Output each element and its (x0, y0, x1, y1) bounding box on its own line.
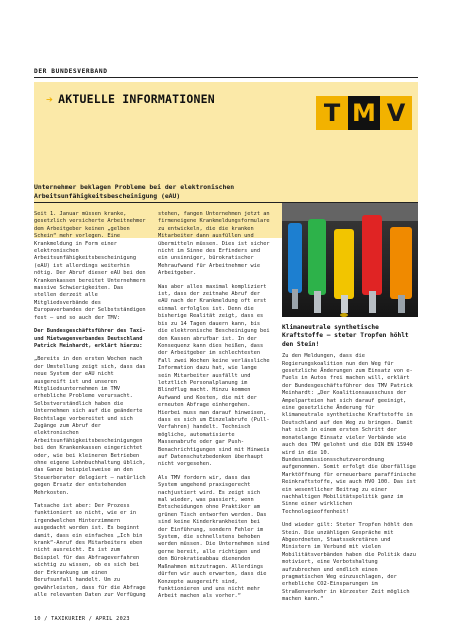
article-title: Unternehmer beklagen Probleme bei der elektronischen Arbeitsunfähigkeitsbescheinigung (eAU) (34, 183, 235, 200)
article-subheading: Der Bundesgeschäftsführer des Taxi- und Mietwagenverbandes Deutschland Patrick Meinhardt, erklärt hierzu: (34, 328, 146, 349)
tmv-logo (316, 96, 412, 130)
sidebar-paragraph: Zu den Meldungen, dass die Regierungskoalition nun den Weg für gesetzliche Änderungen zum Einsatz von e-Fuels in Autos frei machen will, erklärt der Bundesgeschäftsführer des TMV Patrick Meinhardt: „Der Koalitionsausschuss der Ampelparteien hat sich darauf geeinigt, eine gesetzliche Änderung für klimaneutrale synthetische Kraftstoffe in Deutschland auf den Weg zu bringen. Damit hat sich in einem ersten Schritt der monatelange Einsatz vieler Verbände wie auch des TMV gelohnt und die DIN EN 15940 wird in die 10. Bundesimmissionsschutzverordnung aufgenommen. Somit erfolgt die überfällige Marktöffnung für erneuerbare paraffinische Reinkraftstoffe, wie auch HVO 100. Das ist ein wesentlicher Beitrag zu einer nachhaltigen Mobilitätspolitik ganz im Sinne einer wirklichen Technologieoffenheit! (282, 353, 416, 515)
section-label: DER BUNDESVERBAND (34, 68, 108, 75)
article-paragraph: Was aber alles maximal kompliziert ist, dass der zeitnahe Abruf der eAU nach der Krankmeldung oft erst einmal erfolglos ist. Denn die bisherige Realität zeigt, dass es bis zu 14 Tagen dauern kann, bis die elektronische Bescheinigung bei den Kassen abrufbar ist. In der Konsequenz kann dies heißen, dass der Arbeitgeber im schlechtesten Fall zwei Wochen keine verlässliche Information dazu hat, wie lange sein Mitarbeiter ausfällt und letztlich Personalplanung im Blindflug macht. Hinzu kommen Aufwand und Kosten, die mit der erneuten Abfrage einhergehen. Hierbei muss man darauf hinweisen, dass es sich um Einzelabrufe (Pull-Verfahren) handelt. Technisch mögliche, automatisierte Massenabrufe oder gar Push-Benachrichtigungen sind mit Hinweis auf Datenschutzbedenken überhaupt nicht vorgesehen. (158, 283, 270, 468)
article-paragraph: stehen, fangen Unternehmen jetzt an firmeneigene Krankmeldungsformulare zu entwickeln, die die kranken Mitarbeiter dann ausfüllen und übermitteln müssen. Dies ist sicher nicht im Sinne des Erfinders und ein unsinniger, bürokratischer Mehraufwand für Arbeitnehmer wie Arbeitgeber. (158, 211, 270, 277)
article-paragraph: Tatsache ist aber: Der Prozess funktioniert so nicht, wie er in irgendwelchen Hinterzimmern ausgedacht worden ist. Es beginnt damit, dass ein einfaches „Ich bin krank“-Anruf des Mitarbeiters eben nicht ausreicht. Es ist zum Beispiel für das Abfrageverfahren wichtig zu wissen, ob es sich bei der Erkrankung um einen Berufsunfall handelt. Um zu gewährleisten, dass für die Abfrage alle relevanten Daten zur Verfügung (34, 503, 146, 598)
fuel-nozzles-illustration (282, 203, 418, 317)
article-column-1 (34, 211, 148, 605)
sidebar-article (282, 324, 418, 610)
nozzle-green (308, 219, 326, 295)
article-paragraph: „Bereits in den ersten Wochen nach der Umstellung zeigt sich, dass das neue System der eAU nicht ausgereift ist und unseren Mitgliedsunternehmen im TMV erhebliche Probleme verursacht. Selbstverständlich haben die Unternehmen sich auf die geänderte Rechtslage vorbereitet und sich Zugänge zum Abruf der elektronischen Arbeitsunfähigkeitsbescheinigungen bei den Krankenkassen eingerichtet oder, wie bei kleineren Betrieben ohne eigene Lohnbuchhaltung üblich, das Ganze beispielsweise an den Steuerberater delegiert – natürlich gegen Ersatz der entstehenden Mehrkosten. (34, 356, 146, 496)
article-paragraph: Als TMV fordern wir, dass das System umgehend praxisgerecht nachjustiert wird. Es zeigt sich mal wieder, was passiert, wenn Entscheidungen ohne Praktiker am grünen Tisch entworfen werden. Das sind keine Kinderkrankheiten bei der Einführung, sondern Fehler im System, die schnellstens behoben werden müssen. Die Unternehmen sind gerne bereit, alle richtigen und den Bürokratieabbau dienenden Maßnahmen mitzutragen. Allerdings dürfen wir auch erwarten, dass die Konzepte ausgereift sind, funktionieren und uns nicht mehr Arbeit machen als vorher.“ (158, 474, 270, 600)
logo-letter-m: M (348, 96, 380, 130)
nozzle-blue (288, 223, 302, 293)
arrow-right-icon: ➔ (46, 92, 54, 106)
sidebar-paragraph: Und wieder gilt: Steter Tropfen höhlt den Stein. Die unzähligen Gespräche mit Abgeordneten, Staatssekretären und Ministern im Verbund mit vielen Mobilitätsverbänden haben die Politik dazu motiviert, eine Verbotshaltung aufzubrechen und endlich einen pragmatischen Weg einzuschlagen, der erhebliche CO2-Einsparungen im Straßenverkehr in kürzester Zeit möglich machen kann.“ (282, 522, 416, 603)
nozzle-yellow (334, 229, 354, 299)
fuel-nozzles-photo (282, 203, 418, 317)
logo-letter-v: V (380, 96, 412, 130)
nozzle-orange (390, 227, 412, 299)
article-column-2 (158, 211, 272, 607)
logo-letter-t: T (316, 96, 348, 130)
article-paragraph: Seit 1. Januar müssen kranke, gesetzlich versicherte Arbeitnehmer dem Arbeitgeber keinen „gelben Schein“ mehr vorlegen. Eine Krankmeldung in Form einer elektronischen Arbeitsunfähigkeitsbescheinigung (eAU) ist allerdings weiterhin nötig. Der Abruf dieser eAU bei den Krankenkassen bereitet Unternehmern massive Schwierigkeiten. Das stellen derzeit alle Mitgliedsverbände des Europaverbandes der Selbstständigen fest – und so auch der TMV: (34, 211, 146, 321)
nozzle-red (362, 215, 382, 295)
sidebar-title: Klimaneutrale synthetische Kraftstoffe – steter Tropfen höhlt den Stein! (282, 324, 409, 348)
top-rule (34, 77, 418, 78)
page-title (46, 92, 215, 106)
page-footer: 10 / TAXIKURIER / APRIL 2023 (34, 616, 130, 622)
page-title-text: AKTUELLE INFORMATIONEN (58, 92, 215, 106)
